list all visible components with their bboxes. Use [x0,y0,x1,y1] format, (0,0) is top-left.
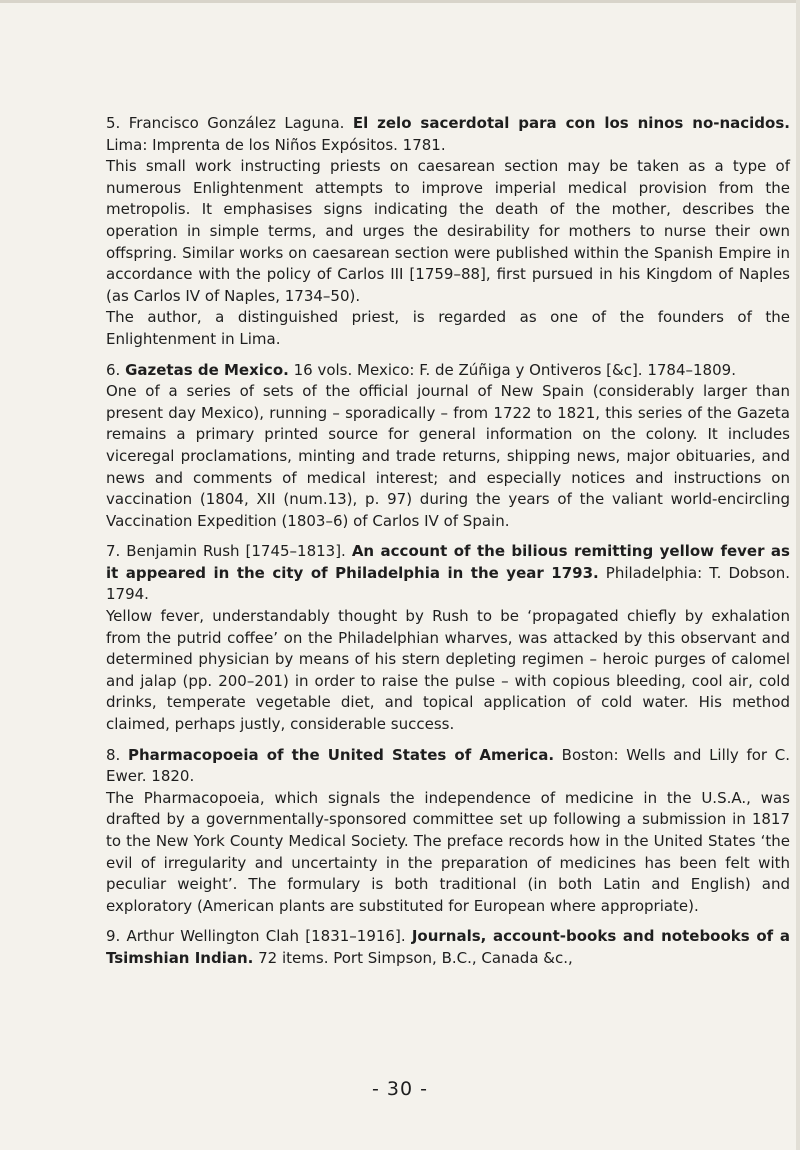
entry-title: Journals, account-books and notebooks of a Tsimshian Indian. [106,927,790,967]
entry-imprint: Philadelphia: T. Dobson. 1794. [106,563,790,604]
entry-heading [106,113,790,156]
entry-paragraph: Yellow fever, understandably thought by Rush to be ‘propagated chiefly by exhalation from the putrid coffee’ on the Philadelphian wharves, was attacked by this observant and determined physician by means of his stern depleting regimen – heroic purges of calomel and jalap (pp. 200–201) in order to raise the pulse – with copious bleeding, cool air, cold drinks, temperate vegetable diet, and topical application of cold water. His method claimed, perhaps justly, considerable success. [106,607,790,734]
page-body [106,113,790,979]
entry-heading [106,541,790,606]
entry-number: 6. [106,360,121,379]
scan-edge-top [0,0,800,3]
entry-title: Pharmacopoeia of the United States of America. [127,745,555,764]
entry-imprint: 16 vols. Mexico: F. de Zúñiga y Ontiveros [&c]. 1784–1809. [293,360,736,379]
entry-number: 8. [106,745,121,764]
page-number: - 30 - [372,1078,428,1100]
entry-author: Francisco González Laguna. [128,114,345,132]
entry-paragraph: The author, a distinguished priest, is regarded as one of the founders of the Enlightenment in Lima. [106,308,790,348]
entry-title: An account of the bilious remitting yellow fever as it appeared in the city of Philadelphia in the year 1793. [106,542,790,582]
entry-title: Gazetas de Mexico. [125,360,289,379]
entry-paragraph: This small work instructing priests on caesarean section may be taken as a type of numerous Enlightenment attempts to improve imperial medical provision from the metropolis. It emphasises signs indicating the death of the mother, describes the operation in simple terms, and urges the desirability for mothers to nurse their own offspring. Similar works on caesarean section were published within the Spanish Empire in accordance with the policy of Carlos III [1759–88], first pursued in his Kingdom of Naples (as Carlos IV of Naples, 1734–50). [106,157,790,305]
entry-number: 9. [106,927,121,946]
entry-imprint: 72 items. Port Simpson, B.C., Canada &c., [258,948,573,967]
entry-imprint: Boston: Wells and Lilly for C. Ewer. 1820. [106,745,790,786]
entry-number: 7. [106,542,121,561]
catalogue-entry-8 [106,745,790,918]
entry-paragraph: One of a series of sets of the official journal of New Spain (considerably larger than present day Mexico), running – sporadically – from 1722 to 1821, this series of the Gazeta remains a primary printed source for general information on the colony. It includes viceregal proclamations, minting and trade returns, shipping news, major obituaries, and news and comments of medical interest; and especially notices and instructions on vaccination (1804, XII (num.13), p. 97) during the years of the valiant world-encircling Vaccination Expedition (1803–6) of Carlos IV of Spain. [106,382,790,530]
catalogue-entry-7 [106,541,790,735]
entry-imprint: Lima: Imprenta de los Niños Expósitos. 1781. [106,135,446,154]
entry-title: El zelo sacerdotal para con los ninos no-nacidos. [352,114,790,132]
catalogue-entry-5 [106,113,790,351]
entry-heading [106,360,790,382]
entry-paragraph: The Pharmacopoeia, which signals the independence of medicine in the U.S.A., was drafted by a governmentally-sponsored committee set up following a submission in 1817 to the New York County Medical Society. The preface records how in the United States ‘the evil of irregularity and uncertainty in the preparation of medicines has been felt with peculiar weight’. The formulary is both traditional (in both Latin and English) and exploratory (American plants are substituted for European where appropriate). [106,788,790,915]
entry-heading [106,745,790,788]
entry-number: 5. [106,114,121,132]
catalogue-entry-6 [106,360,790,533]
entry-heading [106,926,790,969]
catalogue-entry-9 [106,926,790,969]
entry-author: Arthur Wellington Clah [1831–1916]. [126,927,406,946]
entry-author: Benjamin Rush [1745–1813]. [126,542,346,561]
scan-edge-right [796,0,800,1150]
